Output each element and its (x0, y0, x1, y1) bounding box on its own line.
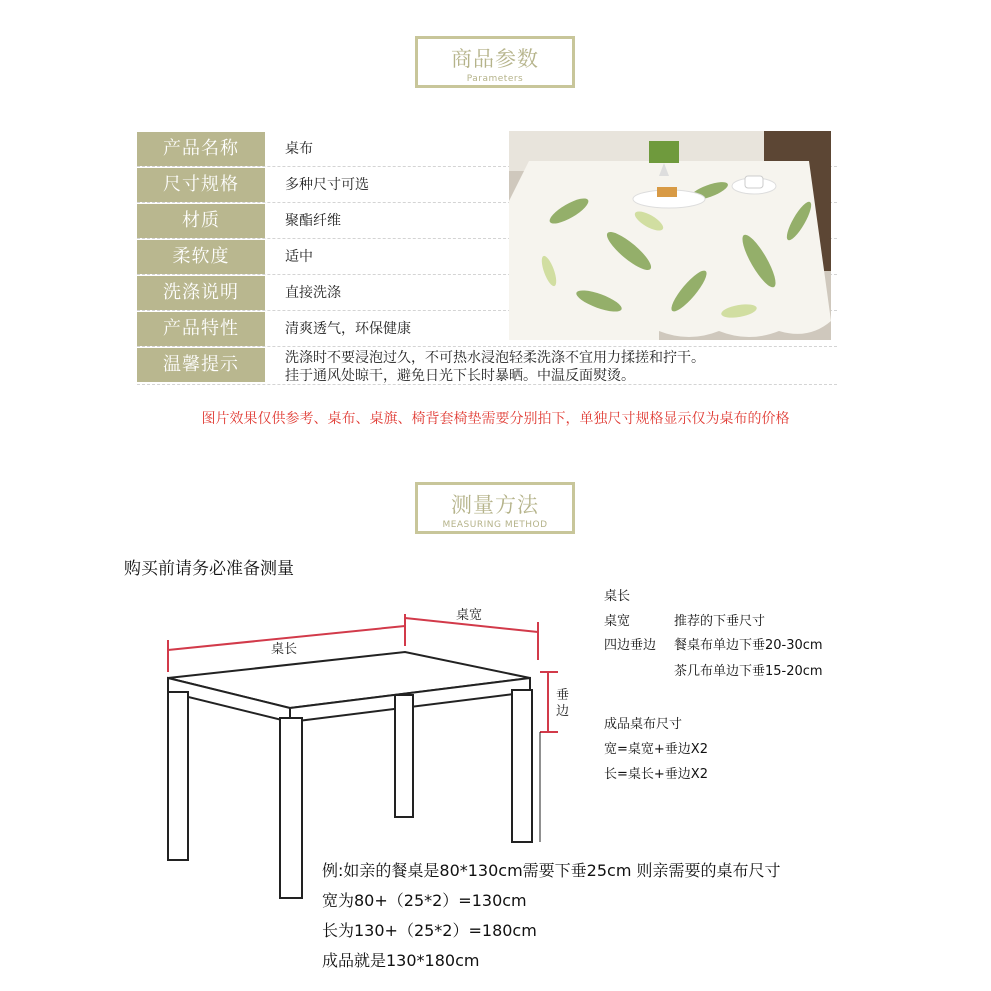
measure-header: 购买前请务必准备测量 (124, 559, 294, 579)
param-value: 多种尺寸可选 (285, 177, 369, 193)
params-title-en: Parameters (466, 74, 524, 84)
product-photo (509, 131, 831, 340)
param-label: 材质 (137, 204, 265, 238)
params-section-title (415, 36, 575, 88)
param-value: 适中 (285, 249, 313, 265)
measure-section-title (415, 482, 575, 534)
param-label: 温馨提示 (137, 348, 265, 382)
param-label: 柔软度 (137, 240, 265, 274)
param-label: 洗涤说明 (137, 276, 265, 310)
legend-recommended: 推荐的下垂尺寸 (674, 614, 766, 629)
legend-length-formula: 长=桌长+垂边X2 (604, 767, 708, 782)
params-title-zh: 商品参数 (451, 47, 539, 71)
legend-finished: 成品桌布尺寸 (604, 717, 683, 732)
example-line-1: 例:如亲的餐桌是80*130cm需要下垂25cm 则亲需要的桌布尺寸 (322, 861, 781, 880)
param-value: 桌布 (285, 141, 313, 157)
measure-title-zh: 测量方法 (451, 493, 539, 517)
legend-drop: 四边垂边 (604, 638, 657, 653)
param-label: 尺寸规格 (137, 168, 265, 202)
legend-coffee: 茶几布单边下垂15-20cm (674, 664, 823, 679)
example-line-3: 长为130+（25*2）=180cm (322, 921, 537, 940)
param-value: 聚酯纤维 (285, 213, 341, 229)
width-label: 桌宽 (456, 608, 483, 623)
param-value-line2: 挂于通风处晾干，避免日光下长时暴晒。中温反面熨烫。 (285, 368, 635, 384)
drop-label-2: 边 (556, 704, 570, 719)
length-label: 桌长 (271, 642, 298, 657)
param-row (137, 348, 837, 385)
example-line-2: 宽为80+（25*2）=130cm (322, 891, 527, 910)
param-value: 清爽透气，环保健康 (285, 321, 411, 337)
example-line-4: 成品就是130*180cm (322, 951, 480, 970)
param-value: 直接洗涤 (285, 285, 341, 301)
legend-width: 桌宽 (604, 614, 631, 629)
param-label: 产品名称 (137, 132, 265, 166)
legend-width-formula: 宽=桌宽+垂边X2 (604, 742, 708, 757)
drop-label-1: 垂 (556, 688, 570, 703)
measure-title-en: MEASURING METHOD (442, 520, 548, 530)
legend-dining: 餐桌布单边下垂20-30cm (674, 638, 823, 653)
param-label: 产品特性 (137, 312, 265, 346)
notice-text: 图片效果仅供参考、桌布、桌旗、椅背套椅垫需要分别拍下，单独尺寸规格显示仅为桌布的价格 (201, 411, 790, 427)
legend-length: 桌长 (604, 589, 631, 604)
param-value-line1: 洗涤时不要浸泡过久，不可热水浸泡轻柔洗涤不宜用力揉搓和拧干。 (285, 350, 705, 366)
